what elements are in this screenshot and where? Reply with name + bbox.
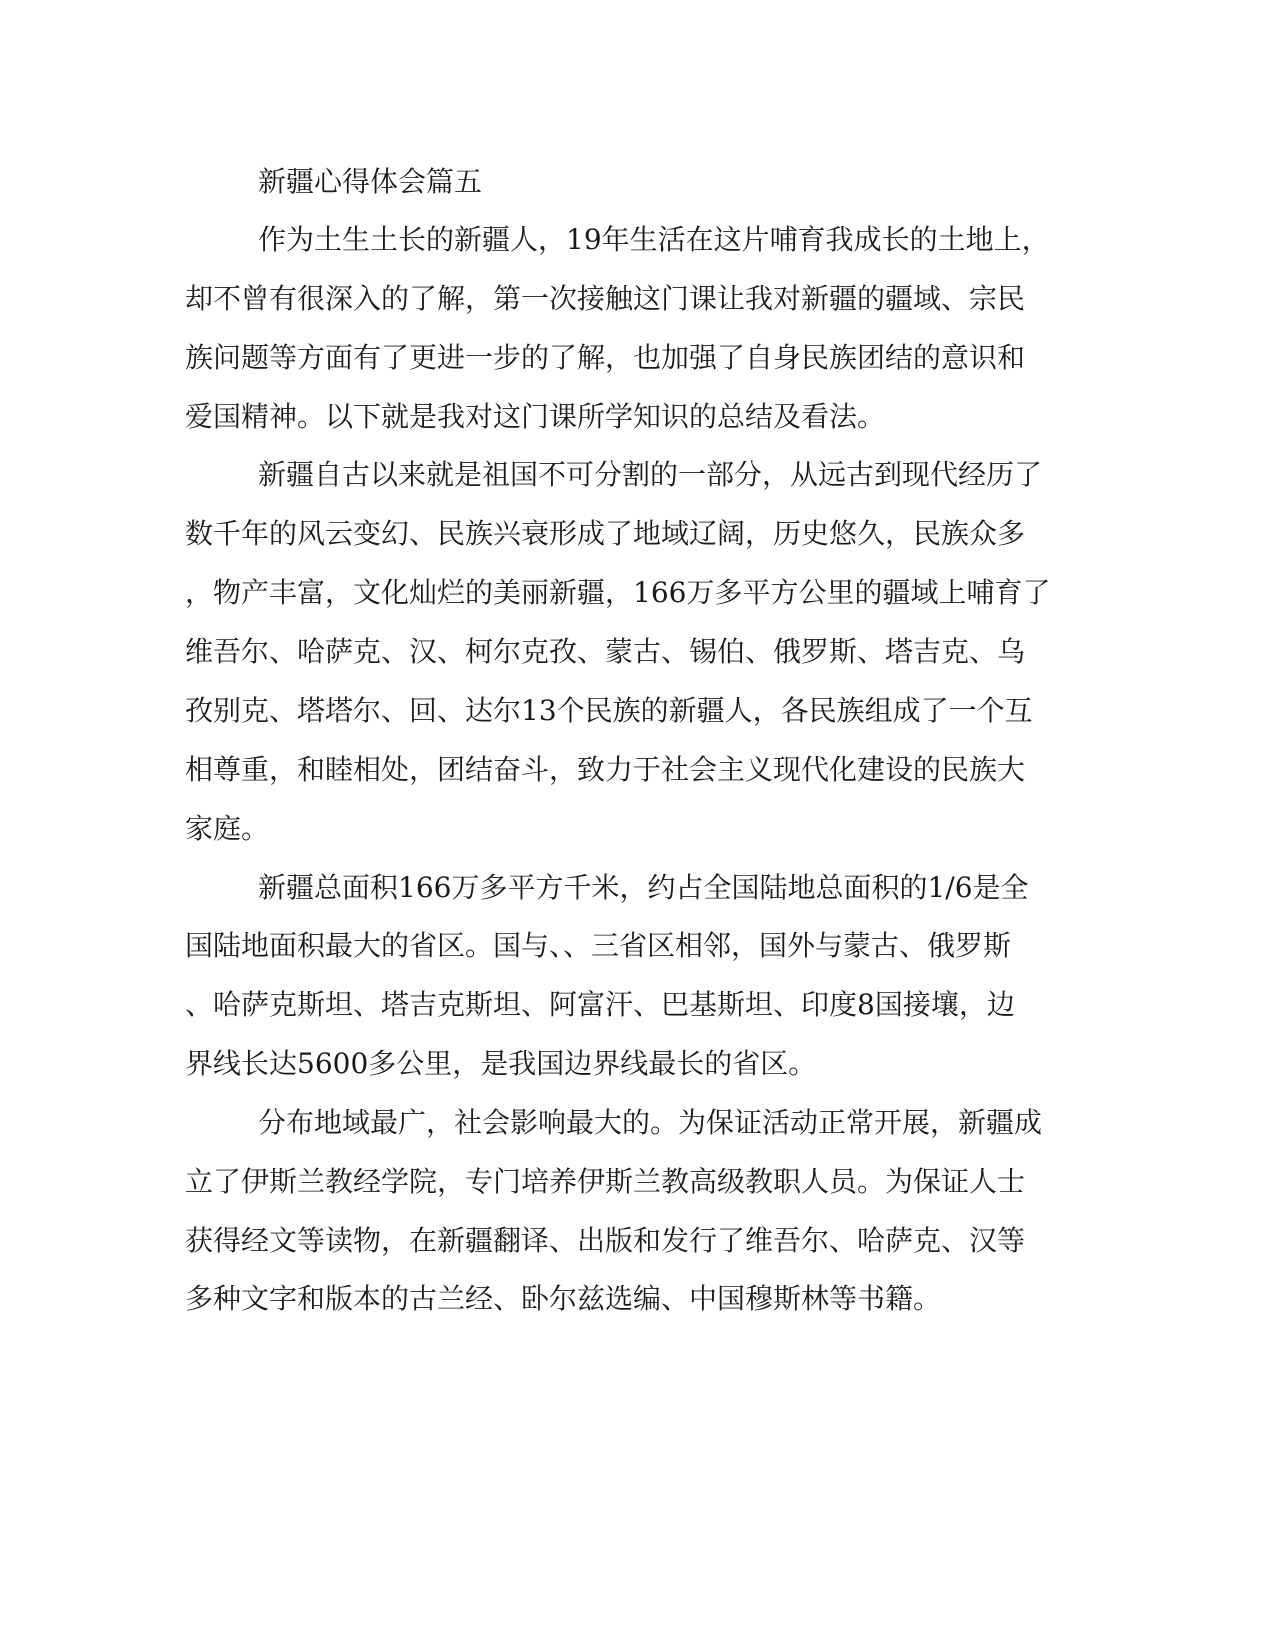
paragraph-2-line-2: 数千年的风云变幻、民族兴衰形成了地域辽阔，历史悠久，民族众多 <box>185 517 1026 550</box>
paragraph-2-line-5: 孜别克、塔塔尔、回、达尔13个民族的新疆人，各民族组成了一个互 <box>185 694 1033 727</box>
paragraph-3-line-3: 、哈萨克斯坦、塔吉克斯坦、阿富汗、巴基斯坦、印度8国接壤，边 <box>185 988 1015 1021</box>
document-title: 新疆心得体会篇五 <box>258 165 483 198</box>
paragraph-4-line-3: 获得经文等读物，在新疆翻译、出版和发行了维吾尔、哈萨克、汉等 <box>185 1224 1026 1257</box>
paragraph-1-line-2: 却不曾有很深入的了解，第一次接触这门课让我对新疆的疆域、宗民 <box>185 282 1026 315</box>
paragraph-2-line-1: 新疆自古以来就是祖国不可分割的一部分，从远古到现代经历了 <box>258 458 1043 491</box>
paragraph-3-line-2: 国陆地面积最大的省区。国与、、三省区相邻，国外与蒙古、俄罗斯 <box>185 929 1012 962</box>
paragraph-1-line-4: 爱国精神。以下就是我对这门课所学知识的总结及看法。 <box>185 400 886 433</box>
paragraph-4-line-2: 立了伊斯兰教经学院，专门培养伊斯兰教高级教职人员。为保证人士 <box>185 1165 1026 1198</box>
paragraph-4-line-1: 分布地域最广，社会影响最大的。为保证活动正常开展，新疆成 <box>258 1106 1043 1139</box>
paragraph-1-line-3: 族问题等方面有了更进一步的了解，也加强了自身民族团结的意识和 <box>185 341 1026 374</box>
paragraph-3-line-4: 界线长达5600多公里，是我国边界线最长的省区。 <box>185 1047 817 1080</box>
paragraph-3-line-1: 新疆总面积166万多平方千米，约占全国陆地总面积的1/6是全 <box>258 871 1029 904</box>
paragraph-1-line-1: 作为土生土长的新疆人，19年生活在这片哺育我成长的土地上， <box>258 223 1050 256</box>
paragraph-2-line-7: 家庭。 <box>185 812 270 845</box>
paragraph-2-line-4: 维吾尔、哈萨克、汉、柯尔克孜、蒙古、锡伯、俄罗斯、塔吉克、乌 <box>185 635 1026 668</box>
paragraph-2-line-6: 相尊重，和睦相处，团结奋斗，致力于社会主义现代化建设的民族大 <box>185 753 1026 786</box>
paragraph-4-line-4: 多种文字和版本的古兰经、卧尔兹选编、中国穆斯林等书籍。 <box>185 1282 942 1315</box>
paragraph-2-line-3: ，物产丰富，文化灿烂的美丽新疆，166万多平方公里的疆域上哺育了 <box>185 576 1051 609</box>
